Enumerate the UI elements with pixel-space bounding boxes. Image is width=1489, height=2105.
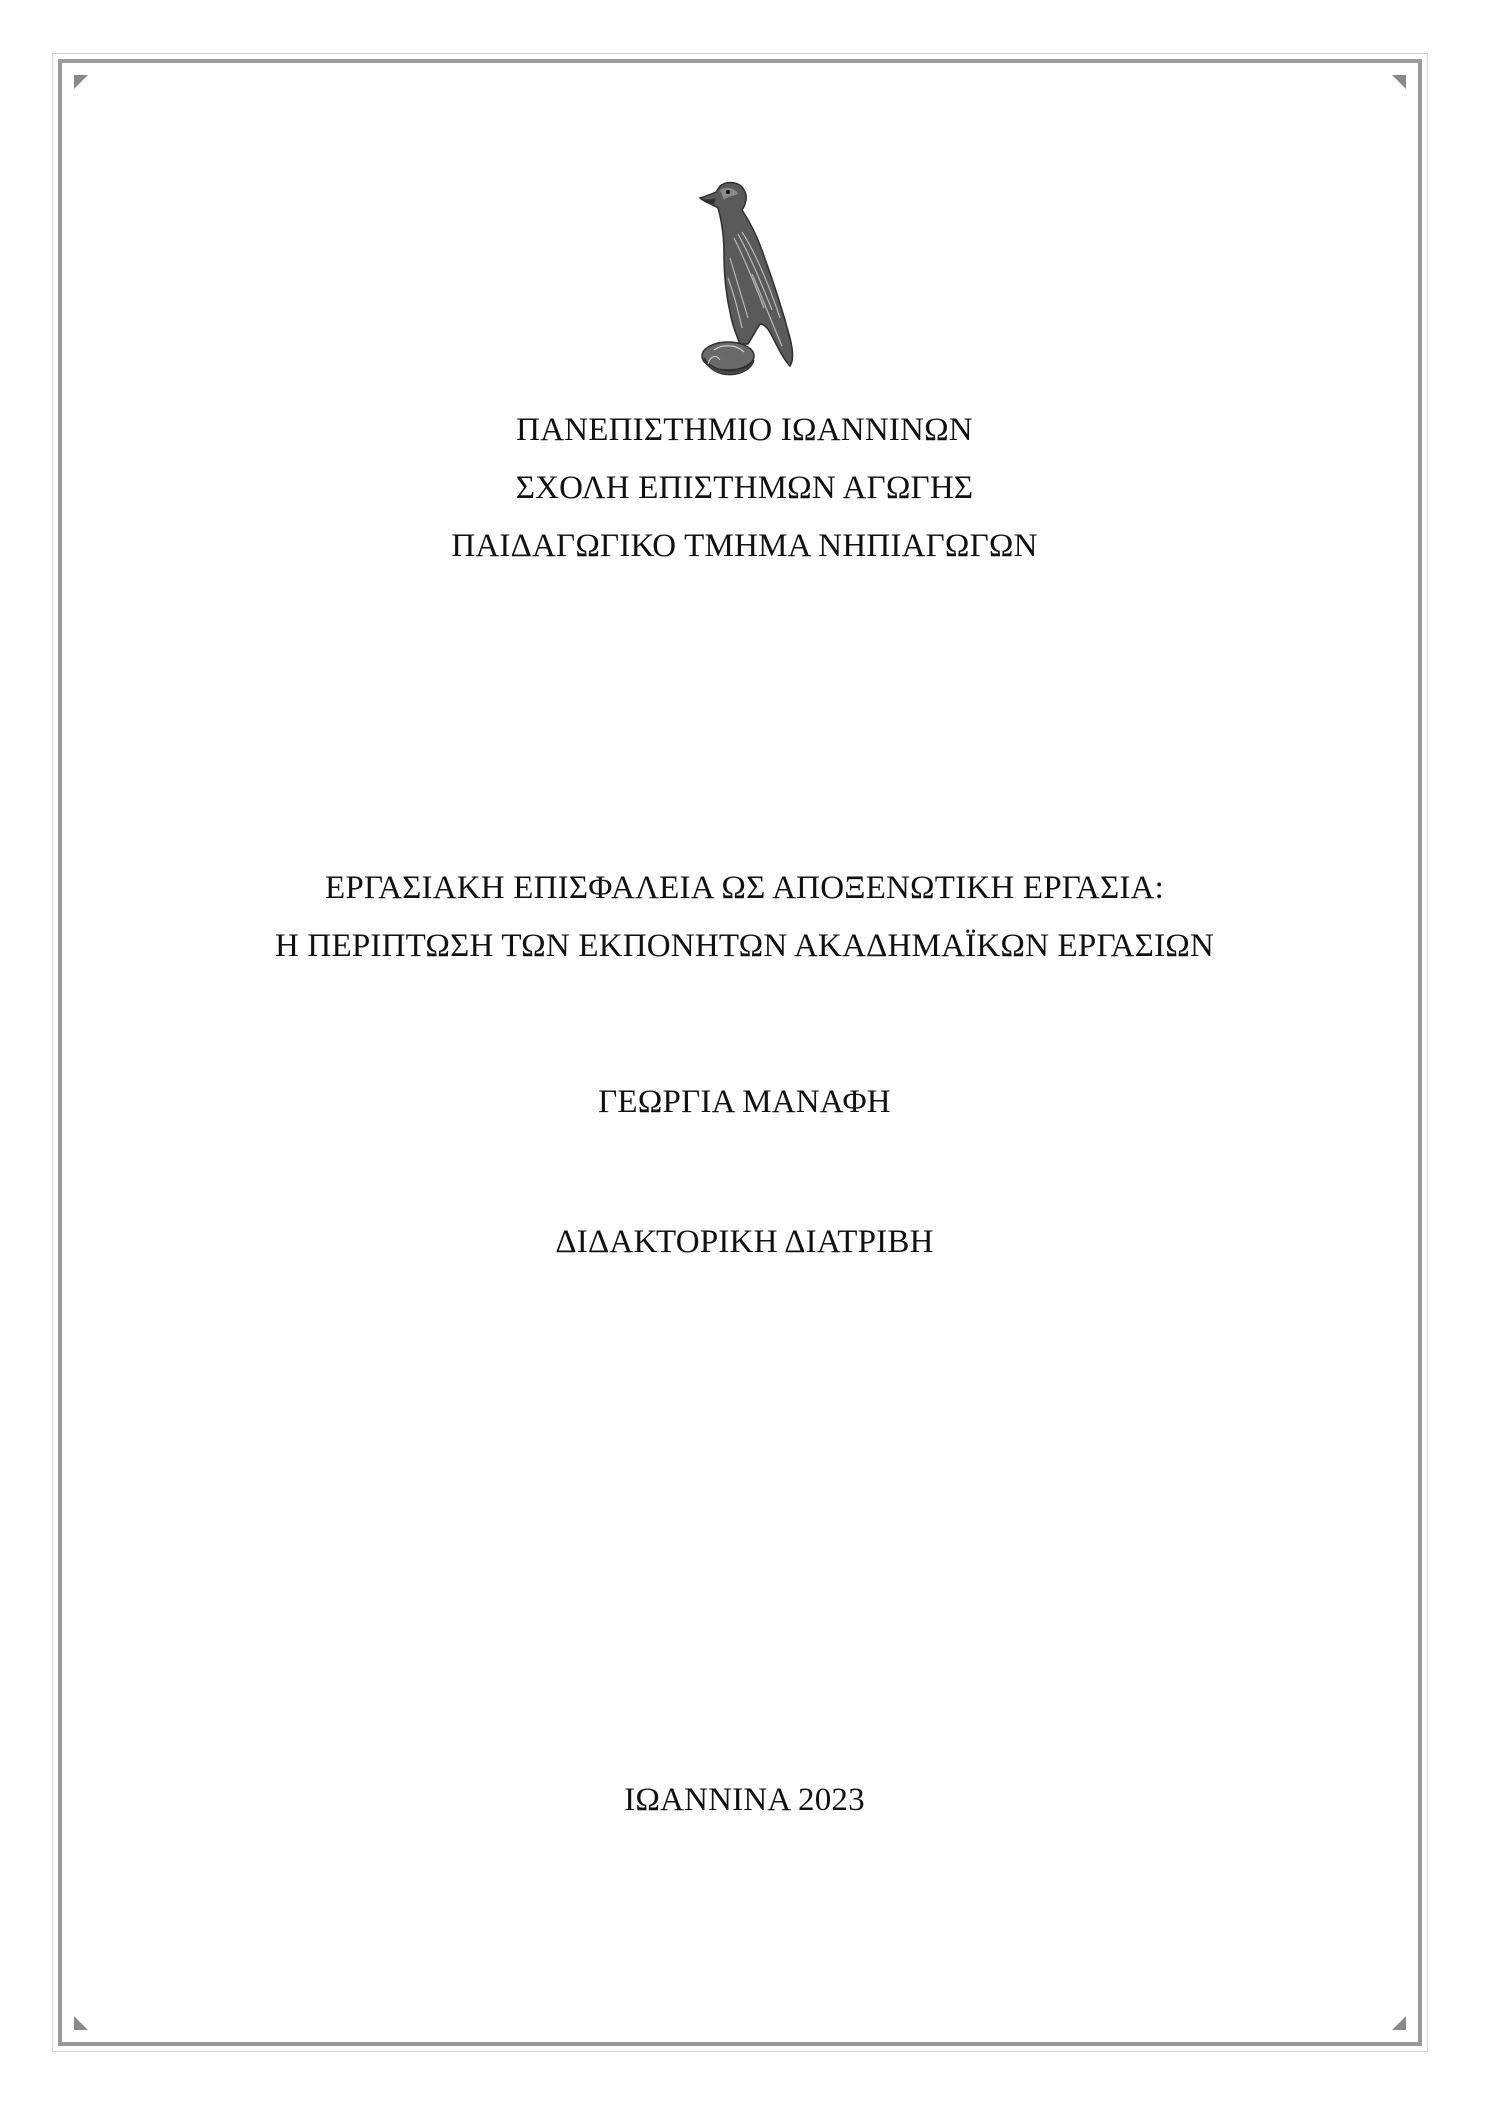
eagle-emblem-icon (690, 178, 800, 388)
thesis-title-line-1: ΕΡΓΑΣΙΑΚΗ ΕΠΙΣΦΑΛΕΙΑ ΩΣ ΑΠΟΞΕΝΩΤΙΚΗ ΕΡΓΑΣΙΑ: (325, 870, 1164, 906)
corner-ornament-top-right (1392, 75, 1406, 89)
thesis-type: ΔΙΔΑΚΤΟΡΙΚΗ ΔΙΑΤΡΙΒΗ (555, 1224, 934, 1260)
department-name: ΠΑΙΔΑΓΩΓΙΚΟ ΤΜΗΜΑ ΝΗΠΙΑΓΩΓΩΝ (451, 528, 1038, 564)
university-name: ΠΑΝΕΠΙΣΤΗΜΙΟ ΙΩΑΝΝΙΝΩΝ (516, 412, 973, 448)
author-name: ΓΕΩΡΓΙΑ ΜΑΝΑΦΗ (598, 1084, 891, 1120)
school-name: ΣΧΟΛΗ ΕΠΙΣΤΗΜΩΝ ΑΓΩΓΗΣ (515, 470, 974, 506)
corner-ornament-top-left (74, 75, 88, 89)
place-and-year: ΙΩΑΝΝΙΝΑ 2023 (624, 1782, 865, 1818)
corner-ornament-bottom-right (1392, 2016, 1406, 2030)
corner-ornament-bottom-left (74, 2016, 88, 2030)
thesis-title-line-2: Η ΠΕΡΙΠΤΩΣΗ ΤΩΝ ΕΚΠΟΝΗΤΩΝ ΑΚΑΔΗΜΑΪΚΩΝ ΕΡΓΑΣΙΩΝ (274, 928, 1215, 964)
